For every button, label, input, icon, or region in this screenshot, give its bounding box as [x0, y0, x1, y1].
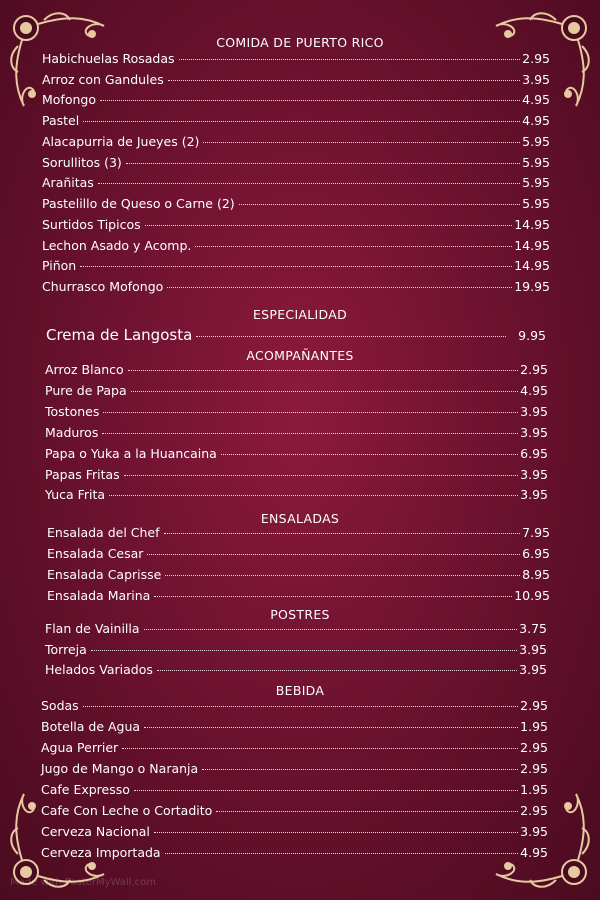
leader-dots	[124, 475, 518, 476]
leader-dots	[154, 832, 518, 833]
menu-item	[45, 467, 548, 483]
item-price: 14.95	[514, 238, 550, 253]
item-price: 3.95	[520, 404, 548, 419]
item-name: Arroz Blanco	[45, 362, 124, 377]
item-name: Surtidos Tipicos	[42, 217, 141, 232]
menu-item	[45, 446, 548, 462]
item-price: 3.95	[520, 467, 548, 482]
item-name: Jugo de Mango o Naranja	[41, 761, 199, 776]
item-price: 3.95	[519, 662, 547, 677]
leader-dots	[128, 370, 518, 371]
item-name: Ensalada Caprisse	[47, 567, 162, 582]
menu-item	[42, 258, 550, 274]
menu-item	[45, 404, 548, 420]
item-name: Pure de Papa	[45, 383, 127, 398]
item-name: Pastelillo de Queso o Carne (2)	[42, 196, 235, 211]
item-name: Mofongo	[42, 92, 96, 107]
leader-dots	[144, 629, 518, 630]
item-name: Cerveza Importada	[41, 845, 161, 860]
leader-dots	[196, 336, 506, 337]
leader-dots	[91, 650, 517, 651]
item-name: Lechon Asado y Acomp.	[42, 238, 192, 253]
leader-dots	[134, 790, 518, 791]
item-price: 5.95	[522, 196, 550, 211]
item-price: 2.95	[522, 51, 550, 66]
menu-item	[45, 362, 548, 378]
item-price: 1.95	[520, 782, 548, 797]
leader-dots	[168, 80, 520, 81]
menu-item	[41, 698, 548, 714]
item-price: 3.75	[519, 621, 547, 636]
leader-dots	[164, 533, 521, 534]
menu-item	[45, 383, 548, 399]
menu-item	[41, 719, 548, 735]
item-price: 3.95	[519, 642, 547, 657]
item-name: Tostones	[45, 404, 100, 419]
item-name: Arroz con Gandules	[42, 72, 164, 87]
item-price: 14.95	[514, 258, 550, 273]
section-title-ensaladas: ENSALADAS	[260, 511, 340, 526]
menu-item	[42, 134, 550, 150]
menu-item	[42, 175, 550, 191]
item-name: Piñon	[42, 258, 77, 273]
leader-dots	[126, 163, 520, 164]
item-price: 7.95	[522, 525, 550, 540]
item-price: 19.95	[514, 279, 550, 294]
leader-dots	[216, 811, 518, 812]
leader-dots	[202, 769, 518, 770]
menu-item	[42, 155, 550, 171]
menu-item	[42, 279, 550, 295]
menu-item	[41, 845, 548, 861]
item-name: Botella de Agua	[41, 719, 141, 734]
item-name: Ensalada Marina	[47, 588, 151, 603]
item-price: 5.95	[522, 134, 550, 149]
leader-dots	[221, 454, 518, 455]
item-name: Agua Perrier	[41, 740, 119, 755]
menu-item	[41, 803, 548, 819]
item-price: 3.95	[520, 487, 548, 502]
menu-item	[41, 782, 548, 798]
section-title-acompanantes: ACOMPAÑANTES	[246, 348, 354, 363]
item-name: Papas Fritas	[45, 467, 120, 482]
menu-item	[45, 621, 547, 637]
section-title-bebida: BEBIDA	[275, 683, 325, 698]
menu-item	[42, 92, 550, 108]
leader-dots	[98, 183, 520, 184]
menu-item	[47, 546, 550, 562]
leader-dots	[239, 204, 520, 205]
item-price: 14.95	[514, 217, 550, 232]
item-name: Ensalada del Chef	[47, 525, 160, 540]
leader-dots	[80, 266, 512, 267]
leader-dots	[165, 853, 519, 854]
leader-dots	[103, 412, 518, 413]
item-price: 3.95	[522, 72, 550, 87]
leader-dots	[100, 100, 520, 101]
section-title-comida: COMIDA DE PUERTO RICO	[216, 35, 384, 50]
item-price: 6.95	[522, 546, 550, 561]
menu-item	[41, 824, 548, 840]
leader-dots	[195, 246, 512, 247]
item-price: 6.95	[520, 446, 548, 461]
menu-item	[45, 642, 547, 658]
leader-dots	[154, 596, 512, 597]
leader-dots	[144, 727, 518, 728]
item-name: Cafe Con Leche o Cortadito	[41, 803, 213, 818]
item-name: Papa o Yuka a la Huancaina	[45, 446, 217, 461]
menu-item	[45, 662, 547, 678]
leader-dots	[157, 670, 517, 671]
item-price: 5.95	[522, 175, 550, 190]
item-name: Habichuelas Rosadas	[42, 51, 175, 66]
item-price: 2.95	[520, 803, 548, 818]
leader-dots	[147, 554, 520, 555]
item-name: Torreja	[45, 642, 87, 657]
menu-item	[42, 72, 550, 88]
item-name: Sorullitos (3)	[42, 155, 122, 170]
menu-item	[41, 740, 548, 756]
item-price: 2.95	[520, 740, 548, 755]
leader-dots	[165, 575, 520, 576]
item-price: 10.95	[514, 588, 550, 603]
leader-dots	[167, 287, 512, 288]
leader-dots	[83, 121, 520, 122]
item-name: Alacapurria de Jueyes (2)	[42, 134, 200, 149]
item-price: 2.95	[520, 362, 548, 377]
menu-item-featured	[46, 326, 546, 345]
item-name: Crema de Langosta	[46, 326, 193, 344]
menu-item	[42, 113, 550, 129]
item-name: Sodas	[41, 698, 79, 713]
item-price: 2.95	[520, 698, 548, 713]
item-price: 8.95	[522, 567, 550, 582]
leader-dots	[109, 495, 518, 496]
item-price: 5.95	[522, 155, 550, 170]
item-price: 3.95	[520, 425, 548, 440]
item-price: 9.95	[518, 328, 546, 343]
leader-dots	[83, 706, 518, 707]
menu-item	[42, 238, 550, 254]
menu-item	[47, 525, 550, 541]
menu-item	[42, 196, 550, 212]
menu-item	[42, 51, 550, 67]
menu-item	[47, 588, 550, 604]
menu-item	[47, 567, 550, 583]
item-name: Cafe Expresso	[41, 782, 130, 797]
item-price: 4.95	[522, 92, 550, 107]
item-name: Arañitas	[42, 175, 94, 190]
leader-dots	[145, 225, 513, 226]
leader-dots	[203, 142, 520, 143]
item-name: Helados Variados	[45, 662, 153, 677]
section-title-postres: POSTRES	[270, 607, 330, 622]
menu-item	[41, 761, 548, 777]
section-title-especialidad: ESPECIALIDAD	[252, 307, 348, 322]
item-price: 4.95	[520, 383, 548, 398]
item-name: Ensalada Cesar	[47, 546, 144, 561]
leader-dots	[102, 433, 518, 434]
item-name: Maduros	[45, 425, 99, 440]
item-price: 1.95	[520, 719, 548, 734]
item-price: 4.95	[522, 113, 550, 128]
leader-dots	[179, 59, 521, 60]
item-name: Churrasco Mofongo	[42, 279, 164, 294]
leader-dots	[122, 748, 518, 749]
menu-item	[42, 217, 550, 233]
item-name: Pastel	[42, 113, 80, 128]
item-name: Yuca Frita	[45, 487, 106, 502]
item-name: Cerveza Nacional	[41, 824, 150, 839]
item-price: 3.95	[520, 824, 548, 839]
menu-item	[45, 487, 548, 503]
item-name: Flan de Vainilla	[45, 621, 140, 636]
watermark: Made with PosterMyWall.com	[10, 877, 157, 888]
item-price: 4.95	[520, 845, 548, 860]
menu-item	[45, 425, 548, 441]
leader-dots	[131, 391, 519, 392]
item-price: 2.95	[520, 761, 548, 776]
